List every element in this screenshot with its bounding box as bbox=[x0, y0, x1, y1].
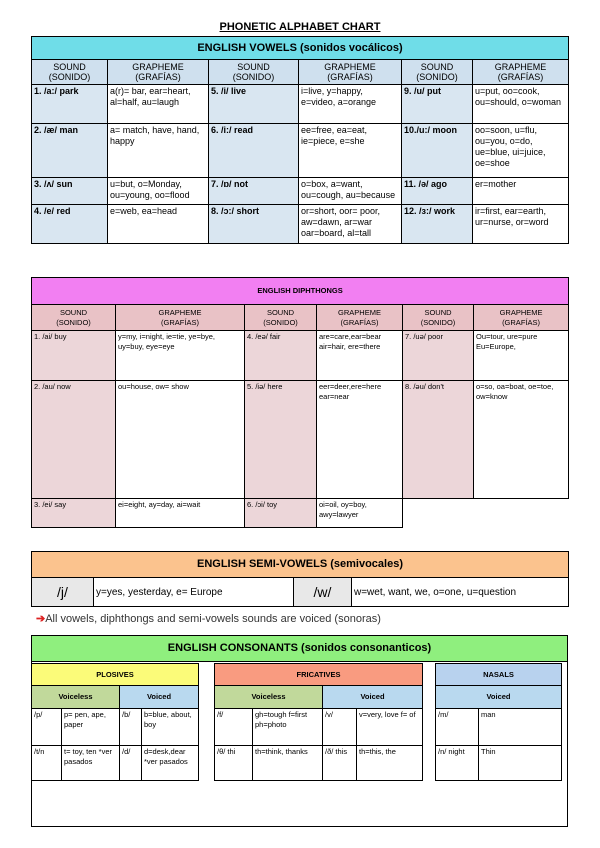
voiceless-label: Voiceless bbox=[215, 686, 323, 709]
vowel-grapheme: or=short, oor= poor, aw=dawn, ar=war oar=board, al=tall bbox=[299, 205, 402, 244]
vowel-sound: 7. /ɒ/ not bbox=[209, 178, 299, 205]
nasals-table bbox=[435, 663, 562, 781]
semivowel-grapheme: w=wet, want, we, o=one, u=question bbox=[352, 578, 569, 607]
diphthong-grapheme: y=my, i=night, ie=tie, ye=bye, uy=buy, eye=eye bbox=[116, 331, 245, 381]
consonant-grapheme: v=very, love f= of bbox=[357, 709, 423, 746]
page-title: PHONETIC ALPHABET CHART bbox=[219, 21, 381, 33]
vowel-grapheme: ir=first, ear=earth, ur=nurse, or=word bbox=[473, 205, 569, 244]
consonant-grapheme: gh=tough f=first ph=photo bbox=[253, 709, 323, 746]
vowel-sound: 1. /a:/ park bbox=[32, 85, 108, 124]
fricatives-header: FRICATIVES bbox=[215, 664, 423, 686]
vowel-sound: 12. /ɜ:/ work bbox=[402, 205, 473, 244]
vowels-header: ENGLISH VOWELS (sonidos vocálicos) bbox=[32, 37, 569, 60]
vowel-sound: 6. /i:/ read bbox=[209, 124, 299, 178]
vowel-sound: 4. /e/ red bbox=[32, 205, 108, 244]
consonant-grapheme: d=desk,dear *ver pasados bbox=[142, 746, 199, 781]
vowel-grapheme: er=mother bbox=[473, 178, 569, 205]
consonant-sound: /t/n bbox=[32, 746, 62, 781]
diphthong-grapheme: ei=eight, ay=day, ai=wait bbox=[116, 499, 245, 528]
diphthong-sound: 1. /ai/ buy bbox=[32, 331, 116, 381]
semivowel-sound: /j/ bbox=[32, 578, 94, 607]
plosives-table bbox=[31, 663, 199, 781]
empty-cell bbox=[403, 499, 569, 528]
consonant-sound: /ð/ this bbox=[323, 746, 357, 781]
voiced-label: Voiced bbox=[436, 686, 562, 709]
vowel-sound: 10./u:/ moon bbox=[402, 124, 473, 178]
diphthong-grapheme: ou=house, ow= show bbox=[116, 381, 245, 499]
semivowel-grapheme: y=yes, yesterday, e= Europe bbox=[94, 578, 294, 607]
vowel-grapheme: o=box, a=want, ou=cough, au=because bbox=[299, 178, 402, 205]
consonant-sound: /d/ bbox=[120, 746, 142, 781]
diphthong-grapheme: eer=deer,ere=here ear=near bbox=[317, 381, 403, 499]
consonant-grapheme: th=think, thanks bbox=[253, 746, 323, 781]
consonant-sound: /p/ bbox=[32, 709, 62, 746]
diphthong-grapheme: oi=oil, oy=boy, awy=lawyer bbox=[317, 499, 403, 528]
consonant-grapheme: b=blue, about, boy bbox=[142, 709, 199, 746]
diphthong-sound: 5. /iə/ here bbox=[245, 381, 317, 499]
consonant-sound: /b/ bbox=[120, 709, 142, 746]
semivowels-header: ENGLISH SEMI-VOWELS (semivocales) bbox=[32, 552, 569, 578]
vowel-sound: 11. /ə/ ago bbox=[402, 178, 473, 205]
consonant-grapheme: th=this, the bbox=[357, 746, 423, 781]
col-header-grapheme: GRAPHEME (GRAFÍAS) bbox=[299, 60, 402, 85]
vowel-grapheme: oo=soon, u=flu, ou=you, o=do, ue=blue, ui=juice, oe=shoe bbox=[473, 124, 569, 178]
col-header-grapheme: GRAPHEME (GRAFÍAS) bbox=[474, 305, 569, 331]
diphthong-sound: 6. /ɔi/ toy bbox=[245, 499, 317, 528]
vowel-sound: 5. /i/ live bbox=[209, 85, 299, 124]
voiced-note-text: All vowels, diphthongs and semi-vowels sounds are voiced (sonoras) bbox=[45, 613, 381, 625]
vowel-sound: 2. /æ/ man bbox=[32, 124, 108, 178]
col-header-grapheme: GRAPHEME (GRAFÍAS) bbox=[473, 60, 569, 85]
col-header-sound: SOUND (SONIDO) bbox=[245, 305, 317, 331]
diphthong-grapheme: Ou=tour, ure=pure Eu=Europe, bbox=[474, 331, 569, 381]
vowel-grapheme: u=put, oo=cook, ou=should, o=woman bbox=[473, 85, 569, 124]
semivowel-sound: /w/ bbox=[294, 578, 352, 607]
voiceless-label: Voiceless bbox=[32, 686, 120, 709]
consonant-grapheme: man bbox=[479, 709, 562, 746]
fricatives-table bbox=[214, 663, 423, 781]
diphthong-sound: 2. /au/ now bbox=[32, 381, 116, 499]
arrow-right-icon: ➔ bbox=[36, 613, 46, 625]
vowel-sound: 3. /ʌ/ sun bbox=[32, 178, 108, 205]
col-header-sound: SOUND (SONIDO) bbox=[209, 60, 299, 85]
vowels-table bbox=[31, 36, 569, 244]
consonant-grapheme: Thin bbox=[479, 746, 562, 781]
col-header-sound: SOUND (SONIDO) bbox=[402, 60, 473, 85]
col-header-sound: SOUND (SONIDO) bbox=[403, 305, 474, 331]
col-header-sound: SOUND (SONIDO) bbox=[32, 60, 108, 85]
col-header-grapheme: GRAPHEME (GRAFÍAS) bbox=[116, 305, 245, 331]
semivowels-table bbox=[31, 551, 569, 607]
diphthong-grapheme: o=so, oa=boat, oe=toe, ow=know bbox=[474, 381, 569, 499]
col-header-grapheme: GRAPHEME (GRAFÍAS) bbox=[317, 305, 403, 331]
consonant-sound: /m/ bbox=[436, 709, 479, 746]
col-header-grapheme: GRAPHEME (GRAFÍAS) bbox=[108, 60, 209, 85]
consonant-sound: /n/ night bbox=[436, 746, 479, 781]
vowel-sound: 9. /u/ put bbox=[402, 85, 473, 124]
voiced-label: Voiced bbox=[120, 686, 199, 709]
consonants-header: ENGLISH CONSONANTS (sonidos consonanticos) bbox=[32, 636, 568, 662]
consonant-grapheme: t= toy, ten *ver pasados bbox=[62, 746, 120, 781]
vowel-grapheme: u=but, o=Monday, ou=young, oo=flood bbox=[108, 178, 209, 205]
consonant-sound: /v/ bbox=[323, 709, 357, 746]
diphthong-grapheme: are=care,ear=bear air=hair, ere=there bbox=[317, 331, 403, 381]
consonant-grapheme: p= pen, ape, paper bbox=[62, 709, 120, 746]
diphthong-sound: 8. /əu/ don't bbox=[403, 381, 474, 499]
vowel-grapheme: ee=free, ea=eat, ie=piece, e=she bbox=[299, 124, 402, 178]
plosives-header: PLOSIVES bbox=[32, 664, 199, 686]
vowel-grapheme: a= match, have, hand, happy bbox=[108, 124, 209, 178]
diphthong-sound: 7. /uə/ poor bbox=[403, 331, 474, 381]
consonant-sound: /f/ bbox=[215, 709, 253, 746]
col-header-sound: SOUND (SONIDO) bbox=[32, 305, 116, 331]
nasals-header: NASALS bbox=[436, 664, 562, 686]
diphthongs-header: ENGLISH DIPHTHONGS bbox=[32, 278, 569, 305]
vowel-grapheme: a(r)= bar, ear=heart, al=half, au=laugh bbox=[108, 85, 209, 124]
voiced-label: Voiced bbox=[323, 686, 423, 709]
diphthong-sound: 3. /ei/ say bbox=[32, 499, 116, 528]
voiced-note bbox=[36, 612, 381, 625]
vowel-sound: 8. /ɔ:/ short bbox=[209, 205, 299, 244]
diphthong-sound: 4. /eə/ fair bbox=[245, 331, 317, 381]
consonant-sound: /θ/ thi bbox=[215, 746, 253, 781]
vowel-grapheme: e=web, ea=head bbox=[108, 205, 209, 244]
diphthongs-table bbox=[31, 277, 569, 528]
vowel-grapheme: i=live, y=happy, e=video, a=orange bbox=[299, 85, 402, 124]
